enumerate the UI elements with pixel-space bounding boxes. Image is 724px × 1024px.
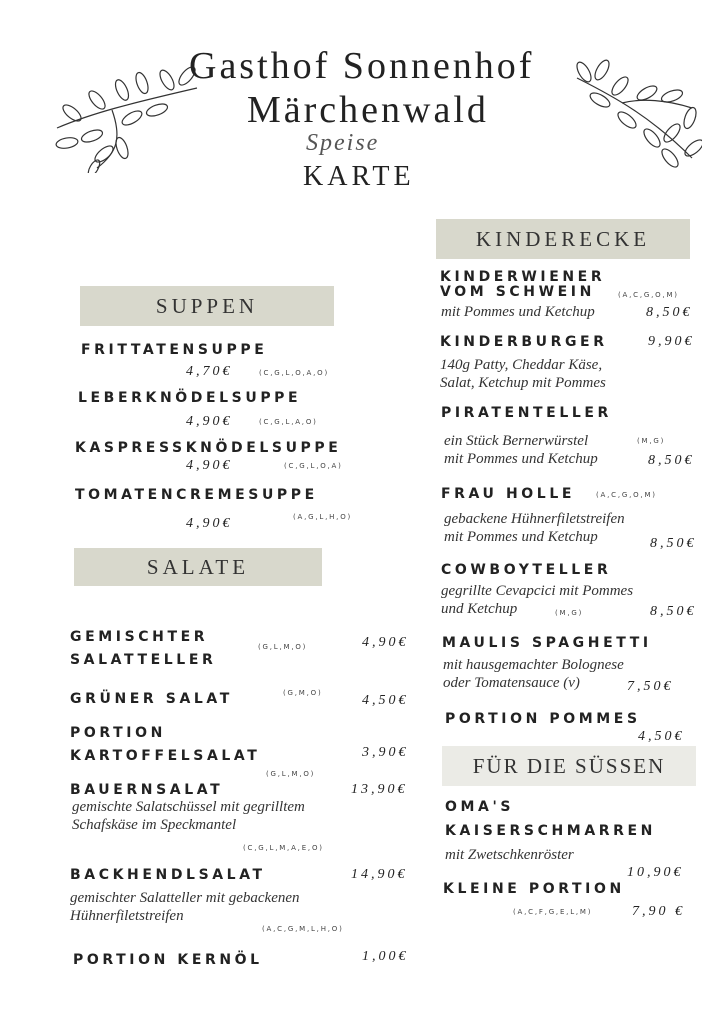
menu-item-name: COWBOYTELLER [441,562,612,578]
menu-item-price: 8,50€ [650,536,697,551]
menu-item-name: GEMISCHTER [70,629,209,645]
menu-item-name: PORTION [70,725,166,741]
section-suesses [442,746,696,786]
menu-item-price: 4,90€ [186,414,233,429]
menu-item-description: mit hausgemachter Bolognese [443,657,624,673]
menu-item-description: mit Pommes und Ketchup [441,304,595,320]
allergen-code: (G,L,M,O) [258,643,308,651]
leaf-branch-icon [572,58,702,173]
allergen-code: (C,G,L,O,A) [284,462,343,470]
menu-item-description: gemischter Salatteller mit gebackenen [70,890,300,906]
menu-item-name: OMA'S [445,799,515,815]
menu-item-price: 3,90€ [362,745,409,760]
menu-item-price: 4,70€ [186,364,233,379]
menu-item-name: BAUERNSALAT [70,782,224,798]
menu-item-name: PORTION POMMES [445,711,641,727]
allergen-code: (A,G,L,H,O) [293,513,353,521]
allergen-code: (C,G,L,O,A,O) [259,369,330,377]
menu-item-name: LEBERKNÖDELSUPPE [78,390,302,406]
section-heading: FÜR DIE SÜSSEN [472,754,666,778]
menu-item-price: 4,50€ [638,729,685,744]
menu-item-description: Salat, Ketchup mit Pommes [440,375,606,391]
allergen-code: (G,L,M,O) [266,770,316,778]
menu-item-name: KINDERWIENER [440,269,606,285]
allergen-code: (C,G,L,A,O) [259,418,318,426]
menu-item-description: mit Pommes und Ketchup [444,451,598,467]
restaurant-subname: Märchenwald [247,89,489,131]
allergen-code: (M,G) [555,609,584,617]
menu-item-description: und Ketchup [441,601,518,617]
menu-item-description: oder Tomatensauce (v) [443,675,580,691]
menu-item-description: ein Stück Bernerwürstel [444,433,589,449]
menu-item-price: 7,90 € [632,904,685,919]
section-kinderecke [436,219,690,259]
menu-subtitle: KARTE [303,161,415,192]
menu-item-description: mit Zwetschkenröster [445,847,574,863]
section-heading: SALATE [146,555,250,579]
allergen-code: (A,C,G,O,M) [618,291,679,299]
section-suppen [80,286,334,326]
menu-item-name: VOM SCHWEIN [440,284,595,300]
menu-item-name: BACKHENDLSALAT [70,867,266,883]
menu-item-name: GRÜNER SALAT [70,691,233,707]
menu-item-description: gebackene Hühnerfiletstreifen [444,511,625,527]
menu-item-price: 4,90€ [362,635,409,650]
menu-item-price: 1,00€ [362,949,409,964]
menu-item-name: KAISERSCHMARREN [445,823,657,839]
menu-item-price: 13,90€ [351,782,408,797]
allergen-code: (M,G) [637,437,666,445]
menu-item-price: 8,50€ [648,453,695,468]
menu-item-price: 14,90€ [351,867,408,882]
menu-item-description: mit Pommes und Ketchup [444,529,598,545]
menu-item-price: 7,50€ [627,679,674,694]
allergen-code: (A,C,F,G,E,L,M) [513,908,593,916]
menu-item-name: TOMATENCREMESUPPE [75,487,318,503]
restaurant-name: Gasthof Sonnenhof [189,45,535,87]
menu-item-description: Hühnerfiletstreifen [70,908,184,924]
menu-item-description: 140g Patty, Cheddar Käse, [440,357,603,373]
menu-item-name: KINDERBURGER [440,334,608,350]
allergen-code: (A,C,G,M,L,H,O) [262,925,344,933]
menu-item-price: 9,90€ [648,334,695,349]
section-heading: SUPPEN [155,294,259,318]
menu-item-name: PORTION KERNÖL [73,952,263,968]
menu-item-price: 8,50€ [646,305,693,320]
menu-item-price: 8,50€ [650,604,697,619]
menu-item-name: KARTOFFELSALAT [70,748,261,764]
menu-item-name: KASPRESSKNÖDELSUPPE [75,440,342,456]
section-heading: KINDERECKE [475,227,651,251]
menu-item-name: KLEINE PORTION [443,881,625,897]
menu-item-name: MAULIS SPAGHETTI [442,635,652,651]
menu-item-name: FRAU HOLLE [441,486,576,502]
leaf-branch-icon [52,58,202,173]
menu-script-word: Speise [306,130,380,156]
menu-item-price: 4,90€ [186,516,233,531]
menu-item-name: PIRATENTELLER [441,405,612,421]
menu-item-price: 4,90€ [186,458,233,473]
menu-item-price: 10,90€ [627,865,684,880]
allergen-code: (A,C,G,O,M) [596,491,657,499]
section-salate [74,548,322,586]
allergen-code: (G,M,O) [283,689,323,697]
menu-item-description: gemischte Salatschüssel mit gegrilltem [72,799,305,815]
allergen-code: (C,G,L,M,A,E,O) [243,844,324,852]
menu-item-description: gegrillte Cevapcici mit Pommes [441,583,634,599]
menu-item-description: Schafskäse im Speckmantel [72,817,237,833]
menu-item-name: FRITTATENSUPPE [81,342,268,358]
menu-item-name: SALATTELLER [70,652,217,668]
menu-item-price: 4,50€ [362,693,409,708]
